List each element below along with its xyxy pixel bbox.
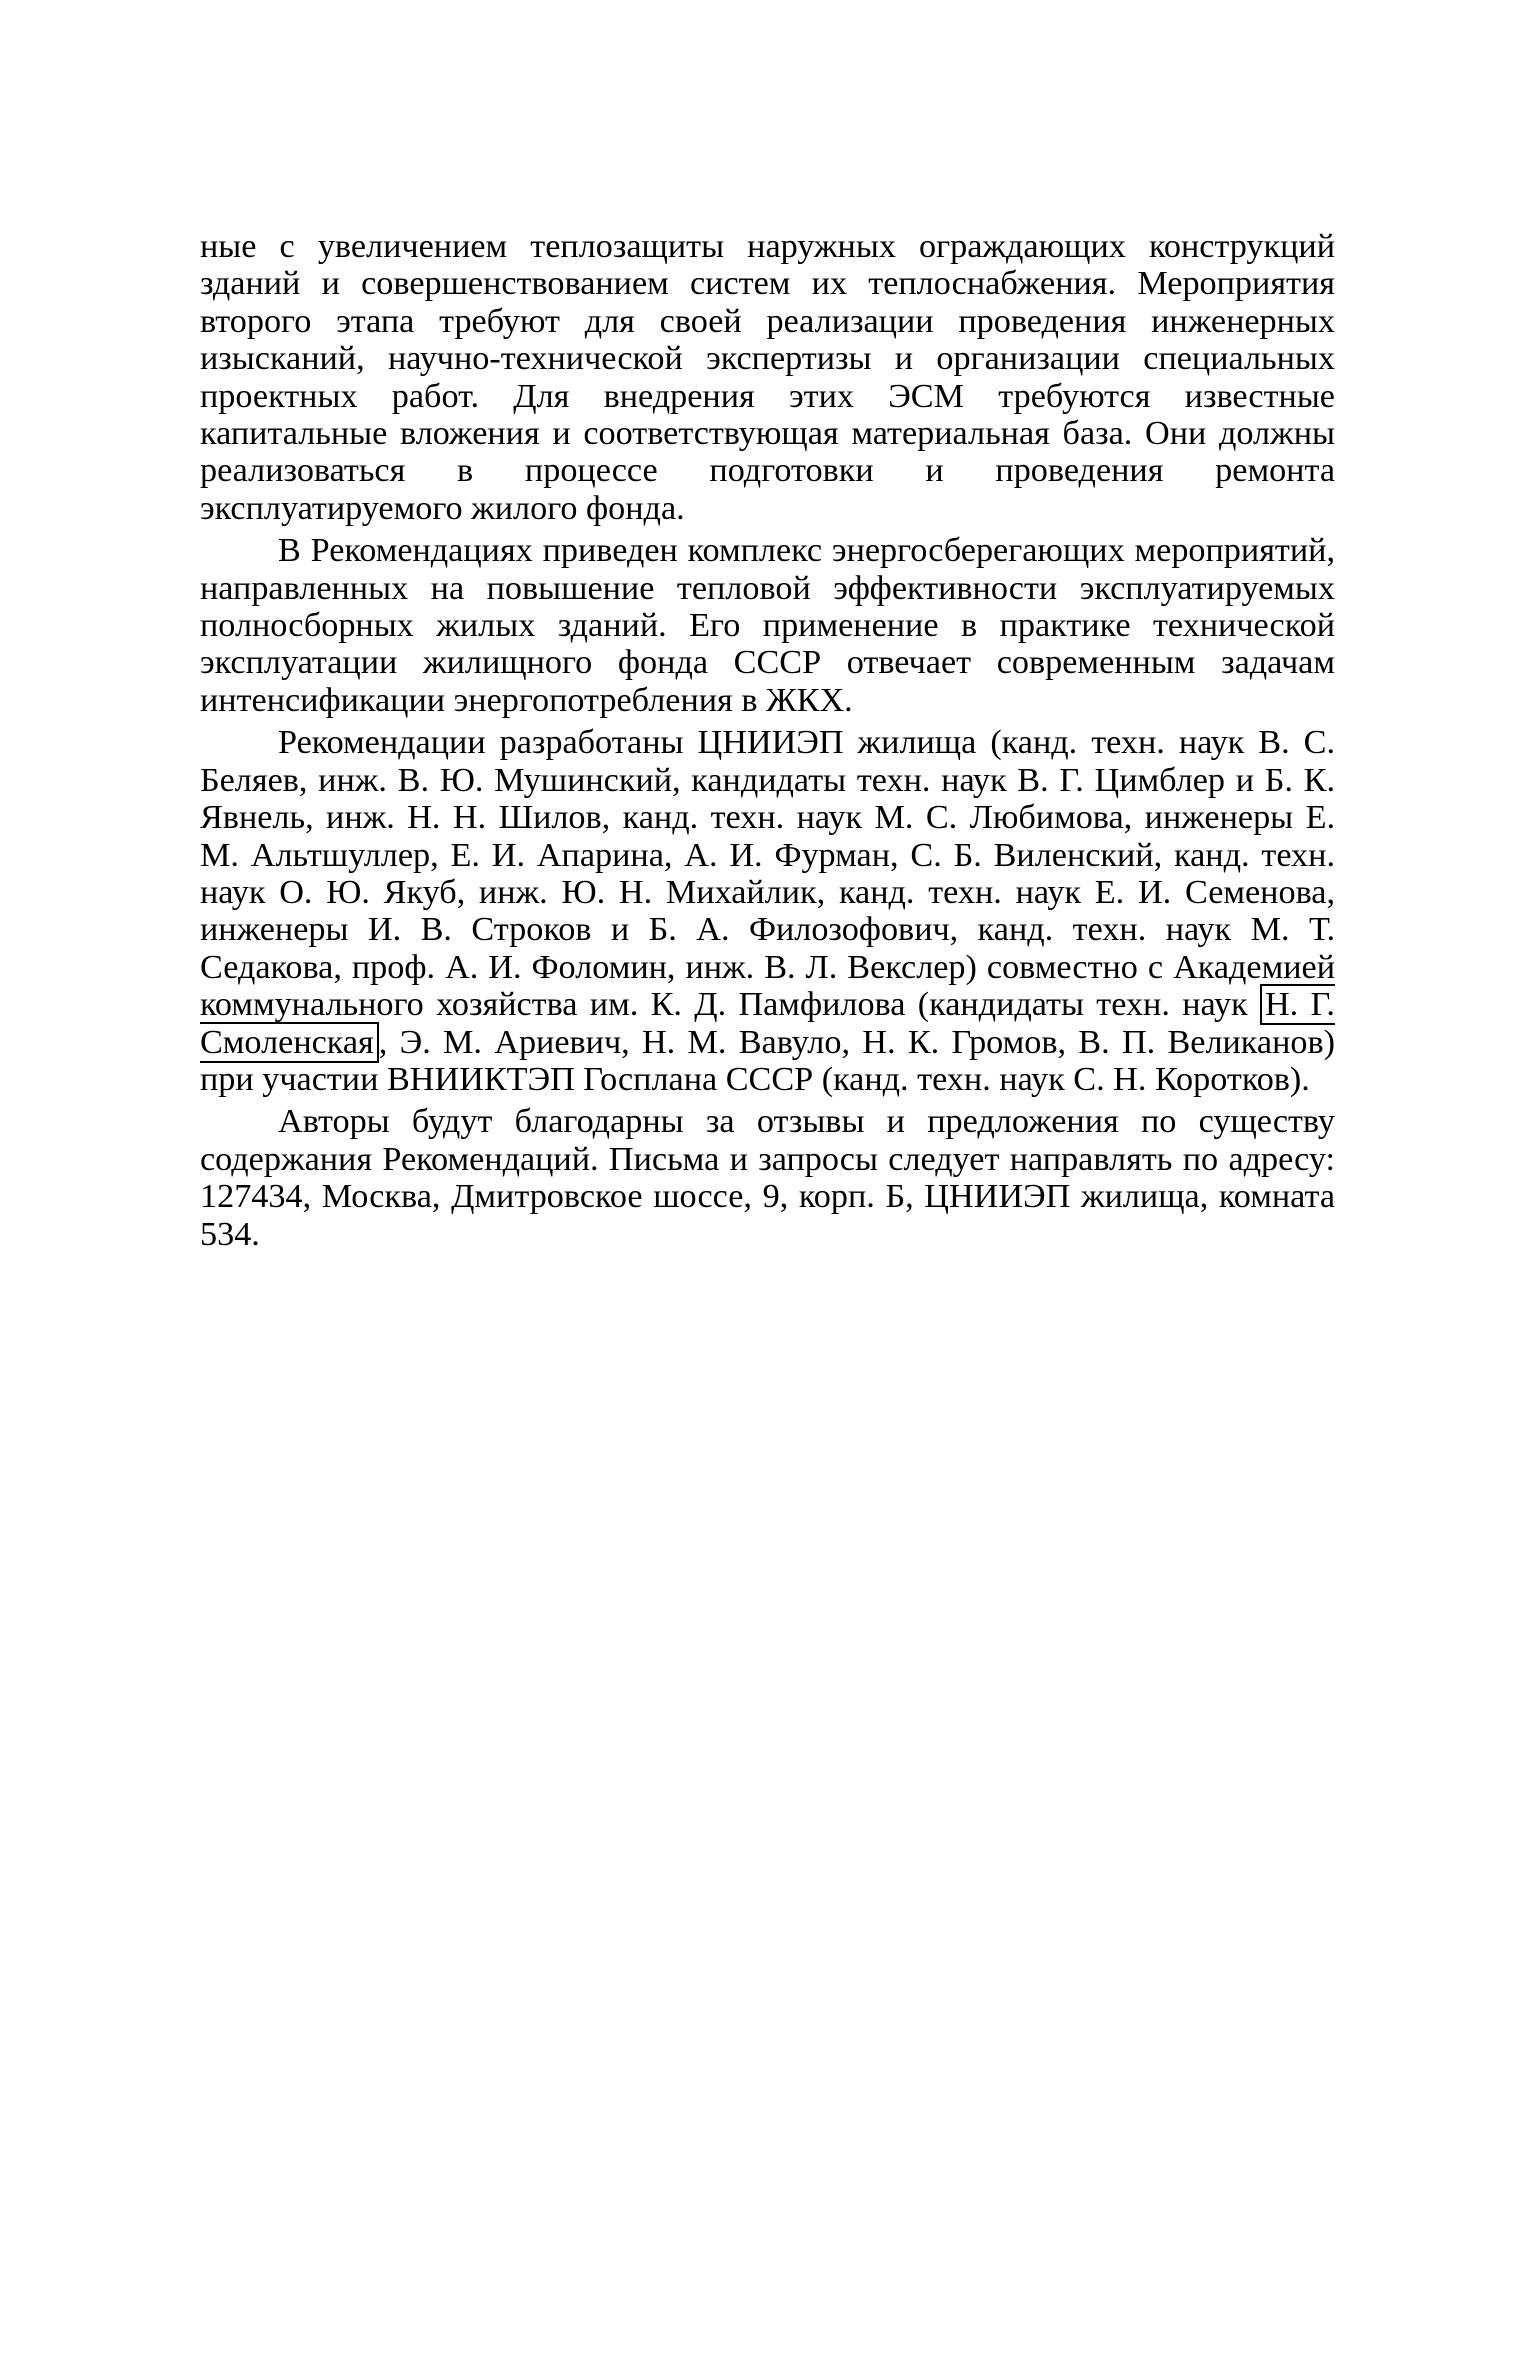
paragraph-contact-address: Авторы будут благодарны за отзывы и предложения по существу содержания Рекомендаций. Письма и запросы следует направлять по адресу: 127434, Москва, Дмитровское шоссе, 9, корп. Б, ЦНИИЭП жилища, комната 534. <box>200 1103 1335 1253</box>
paragraph-measures-continuation: ные с увеличением теплозащиты наружных ограждающих конструкций зданий и совершенствованием систем их теплоснабжения. Мероприятия второго этапа требуют для своей реализации проведения инженерных изысканий, научно-технической экспертизы и организации специальных проектных работ. Для внедрения этих ЭСМ требуются известные капитальные вложения и соответствующая материальная база. Они должны реализоваться в процессе подготовки и проведения ремонта эксплуатируемого жилого фонда. <box>200 228 1335 527</box>
boxed-author-name: Н. Г. Смоленская <box>200 986 1335 1061</box>
paragraph-authors <box>200 724 1335 1098</box>
authors-text-before: Рекомендации разработаны ЦНИИЭП жилища (канд. техн. наук В. С. Беляев, инж. В. Ю. Мушинский, кандидаты техн. наук В. Г. Цимблер и Б. К. Явнель, инж. Н. Н. Шилов, канд. техн. наук М. С. Любимова, инженеры Е. М. Альтшуллер, Е. И. Апарина, А. И. Фурман, С. Б. Виленский, канд. техн. наук О. Ю. Якуб, инж. Ю. Н. Михайлик, канд. техн. наук Е. И. Семенова, инженеры И. В. Строков и Б. А. Филозофович, канд. техн. наук М. Т. Седакова, проф. А. И. Фоломин, инж. В. Л. Векслер) совместно с Академией коммунального хозяйства им. К. Д. Памфилова (кандидаты техн. наук <box>200 724 1335 1024</box>
authors-text-after: , Э. М. Ариевич, Н. М. Вавуло, Н. К. Громов, В. П. Великанов) при участии ВНИИКТЭП Госплана СССР (канд. техн. наук С. Н. Коротков). <box>200 1023 1335 1098</box>
paragraph-recommendations-summary: В Рекомендациях приведен комплекс энергосберегающих мероприятий, направленных на повышение тепловой эффективности эксплуатируемых полносборных жилых зданий. Его применение в практике технической эксплуатации жилищного фонда СССР отвечает современным задачам интенсификации энергопотребления в ЖКХ. <box>200 532 1335 719</box>
document-page <box>200 228 1335 1253</box>
